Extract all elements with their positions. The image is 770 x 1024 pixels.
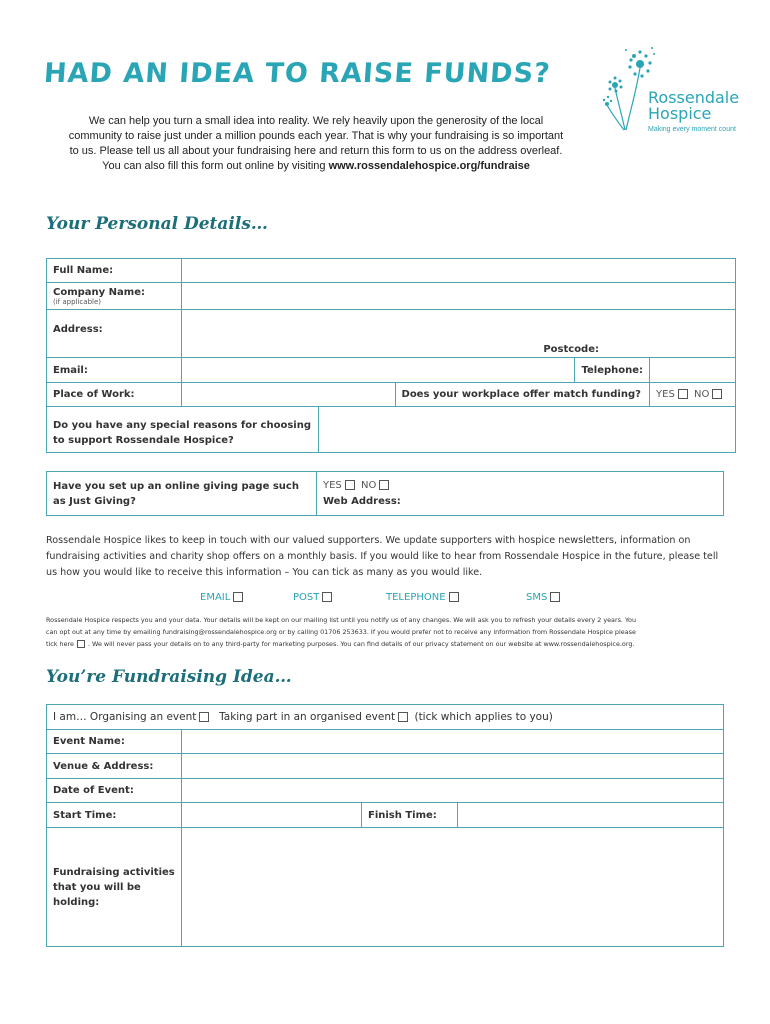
personal-details-table — [46, 258, 736, 453]
intro-line-3: to us. Please tell us all about your fundraising here and return this form to us on the address overleaf. — [69, 145, 563, 157]
date-label: Date of Event: — [47, 779, 182, 803]
postcode-label: Postcode: — [543, 344, 599, 355]
online-prefix: You can also fill this form out online by visiting — [102, 160, 329, 172]
page-title: HAD AN IDEA TO RAISE FUNDS? — [42, 58, 552, 89]
reasons-field[interactable] — [318, 407, 736, 453]
web-address-label: Web Address: — [323, 495, 401, 507]
match-no-label: NO — [694, 389, 710, 400]
tick-note: (tick which applies to you) — [414, 711, 553, 723]
giving-no-label: NO — [360, 479, 377, 491]
logo-name-line2: Hospice — [648, 104, 712, 123]
intro-line-2: community to raise just under a million pounds each year. That is why your fundraising is so important — [68, 130, 564, 142]
finish-time-label: Finish Time: — [362, 803, 458, 828]
start-time-label: Start Time: — [47, 803, 182, 828]
venue-label: Venue & Address: — [47, 754, 182, 779]
address-label: Address: — [47, 310, 182, 358]
date-field[interactable] — [182, 779, 724, 803]
contact-paragraph: Rossendale Hospice likes to keep in touch with our valued supporters. We update supporters with hospice newsletters, information on fundraising activities and charity shop offers on a monthly basis. If you would like to hear from Rossendale Hospice in the future, please tell us how you would like to receive this information – You can tick as many as you would like. — [46, 535, 719, 578]
finish-time-field[interactable] — [458, 803, 724, 828]
pref-sms-label: SMS — [526, 592, 548, 603]
place-of-work-label: Place of Work: — [47, 383, 182, 407]
full-name-field[interactable] — [182, 259, 736, 283]
match-funding-label: Does your workplace offer match funding? — [395, 383, 650, 407]
logo — [596, 42, 746, 138]
activities-label: Fundraising activities that you will be holding: — [47, 828, 182, 947]
match-yes-checkbox[interactable] — [678, 389, 688, 399]
logo-tagline: Making every moment count — [648, 126, 736, 133]
pref-post-label: POST — [293, 592, 320, 603]
company-name-field[interactable] — [182, 283, 736, 310]
organising-event-checkbox[interactable] — [199, 712, 209, 722]
event-name-label: Event Name: — [47, 730, 182, 754]
personal-details-heading: Your Personal Details… — [46, 214, 268, 234]
online-url-link[interactable]: www.rossendalehospice.org/fundraise — [328, 160, 530, 172]
privacy-line-3 — [46, 638, 726, 650]
intro-line-1: We can help you turn a small idea into reality. We rely heavily upon the generosity of the local — [88, 115, 544, 127]
giving-question: Have you set up an online giving page such as Just Giving? — [47, 472, 317, 516]
privacy-tick-here: tick here — [46, 640, 74, 648]
pref-email-label: EMAIL — [200, 592, 231, 603]
telephone-field[interactable] — [650, 358, 736, 383]
pref-post[interactable] — [293, 592, 335, 603]
organising-event-label: I am… Organising an event — [53, 711, 197, 723]
company-note: (if applicable) — [53, 297, 101, 306]
email-label: Email: — [47, 358, 182, 383]
venue-field[interactable] — [182, 754, 724, 779]
match-funding-options — [650, 383, 736, 407]
dandelion-icon — [596, 42, 656, 132]
opt-out-checkbox[interactable] — [77, 640, 85, 648]
giving-no-checkbox[interactable] — [379, 480, 389, 490]
giving-yes-checkbox[interactable] — [345, 480, 355, 490]
address-field[interactable] — [182, 310, 736, 358]
company-name-text: Company Name: — [53, 286, 145, 298]
logo-name-line1: Rossendale — [648, 88, 740, 107]
activities-field[interactable] — [182, 828, 724, 947]
pref-sms[interactable] — [526, 592, 563, 603]
event-name-field[interactable] — [182, 730, 724, 754]
reasons-label: Do you have any special reasons for choosing to support Rossendale Hospice? — [47, 407, 319, 453]
taking-part-checkbox[interactable] — [398, 712, 408, 722]
pref-post-checkbox[interactable] — [322, 592, 332, 602]
match-no-checkbox[interactable] — [712, 389, 722, 399]
privacy-line-2: can opt out at any time by emailing fundraising@rossendalehospice.org or by calling 01706 253633. If you would prefer not to receive any information from Rossendale Hospice please — [46, 628, 636, 636]
taking-part-label: Taking part in an organised event — [219, 711, 396, 723]
event-type-row — [47, 705, 724, 730]
pref-telephone-label: TELEPHONE — [386, 592, 446, 603]
pref-telephone[interactable] — [386, 592, 462, 603]
start-time-field[interactable] — [182, 803, 362, 828]
pref-telephone-checkbox[interactable] — [449, 592, 459, 602]
pref-sms-checkbox[interactable] — [550, 592, 560, 602]
match-yes-label: YES — [656, 389, 675, 400]
place-of-work-field[interactable] — [182, 383, 395, 407]
privacy-line-1: Rossendale Hospice respects you and your data. Your details will be kept on our mailing list until you notify us of any changes. We will ask you to refresh your details every 2 years. You — [46, 616, 637, 624]
telephone-label: Telephone: — [575, 358, 650, 383]
privacy-line-3-rest: . We will never pass your details on to any third-party for marketing purposes. You can find details of our privacy statement on our website at www.rossendalehospice.org. — [87, 640, 635, 648]
full-name-label: Full Name: — [47, 259, 182, 283]
pref-email-checkbox[interactable] — [233, 592, 243, 602]
privacy-text — [46, 614, 726, 650]
giving-answer — [317, 472, 724, 516]
giving-options — [323, 478, 717, 494]
intro-line-4 — [46, 159, 586, 174]
fundraising-idea-heading: You’re Fundraising Idea… — [46, 667, 292, 687]
email-field[interactable] — [182, 358, 575, 383]
idea-table — [46, 704, 724, 947]
pref-email[interactable] — [200, 592, 246, 603]
giving-table — [46, 471, 724, 516]
giving-yes-label: YES — [323, 479, 342, 491]
company-name-label — [47, 283, 182, 310]
